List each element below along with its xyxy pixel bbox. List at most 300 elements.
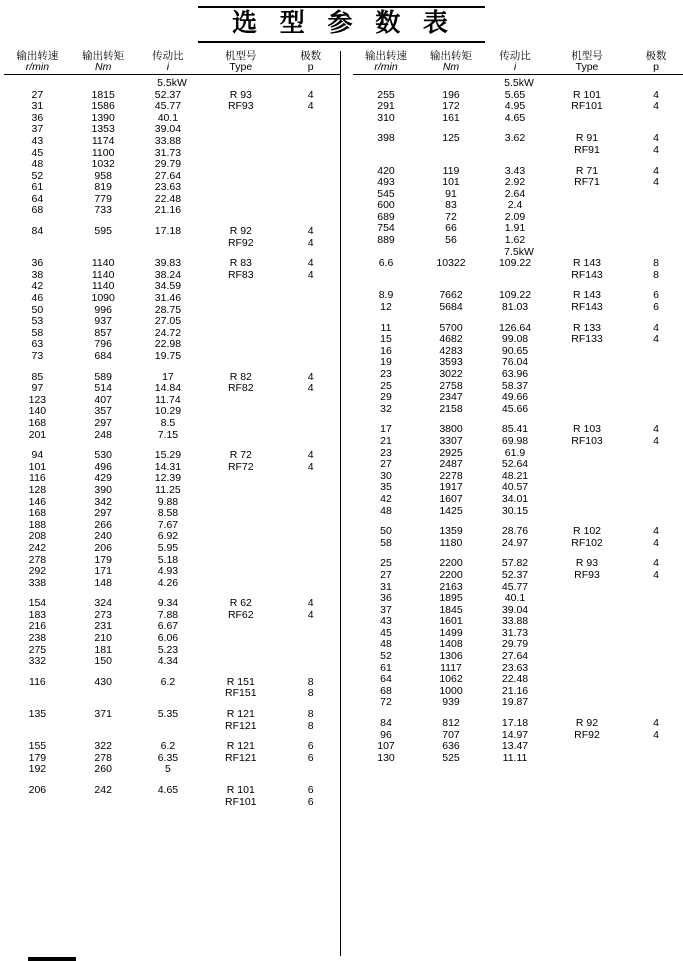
speed-cell: 19: [380, 356, 392, 369]
type-cell: [200, 473, 281, 485]
poles-cell: 8: [653, 257, 659, 270]
speed-cell: 292: [28, 565, 47, 578]
ratio-cell: 61.9: [504, 446, 526, 459]
torque-cell: 3307: [439, 434, 463, 447]
poles-cell: 4: [307, 225, 314, 238]
ratio-cell: 30.15: [501, 504, 529, 517]
poles-cell: [281, 316, 340, 328]
poles-cell: 6: [653, 289, 659, 302]
poles-cell: [281, 566, 340, 578]
torque-cell: [419, 270, 483, 282]
ratio-cell: [136, 238, 201, 250]
speed-cell: 17: [380, 423, 392, 436]
type-cell: RF92: [574, 728, 600, 741]
torque-cell: 595: [94, 225, 112, 238]
ratio-cell: [136, 688, 201, 700]
speed-cell: 545: [377, 187, 395, 200]
type-cell: [547, 448, 627, 460]
ratio-cell: 81.03: [501, 301, 529, 314]
torque-cell: 242: [94, 784, 112, 796]
poles-cell: 4: [307, 597, 314, 610]
ratio-cell: 7.67: [157, 518, 179, 531]
torque-cell: 2758: [439, 379, 463, 392]
table-row: [353, 404, 683, 416]
ratio-cell: 58.37: [501, 379, 529, 392]
torque-cell: 101: [442, 176, 460, 189]
torque-cell: 1601: [439, 615, 463, 628]
speed-cell: 216: [28, 620, 47, 633]
poles-cell: [281, 171, 340, 183]
speed-cell: 72: [380, 696, 392, 709]
ratio-cell: 31.46: [154, 292, 182, 305]
speed-cell: 43: [380, 615, 392, 628]
torque-cell: 5700: [439, 321, 463, 334]
speed-cell: 192: [28, 763, 47, 776]
poles-cell: [281, 351, 340, 363]
poles-cell: 4: [653, 321, 659, 334]
column-unit: i: [513, 61, 517, 74]
ratio-cell: 48.21: [501, 469, 529, 482]
poles-cell: 6: [653, 301, 659, 314]
type-cell: [200, 182, 281, 194]
type-cell: [200, 764, 281, 776]
torque-cell: 10322: [436, 257, 466, 270]
type-cell: [200, 485, 281, 497]
poles-cell: 8: [653, 268, 659, 281]
poles-cell: 4: [653, 143, 659, 156]
ratio-cell: 69.98: [501, 434, 529, 447]
type-cell: [200, 194, 281, 206]
torque-cell: [71, 721, 136, 733]
poles-cell: [627, 113, 683, 125]
poles-cell: [281, 485, 340, 497]
type-cell: RF143: [571, 301, 603, 314]
torque-cell: 7662: [439, 289, 463, 302]
speed-cell: 275: [28, 643, 47, 656]
speed-cell: 53: [31, 315, 44, 328]
table-row: [4, 633, 340, 645]
speed-cell: 11: [380, 321, 392, 334]
ratio-cell: 109.22: [498, 289, 532, 302]
table-row: [4, 508, 340, 520]
ratio-cell: 22.48: [154, 192, 182, 205]
table-row: [353, 258, 683, 270]
speed-cell: 25: [380, 379, 392, 392]
type-cell: [547, 459, 627, 471]
speed-cell: 64: [380, 673, 392, 686]
speed-cell: 48: [380, 504, 392, 517]
torque-cell: 1815: [91, 88, 115, 101]
torque-cell: 819: [94, 181, 112, 194]
torque-cell: 240: [94, 530, 112, 543]
torque-cell: 171: [94, 565, 112, 578]
ratio-cell: [136, 721, 201, 733]
torque-cell: 636: [442, 740, 460, 753]
table-row: [353, 570, 683, 582]
type-cell: RF62: [227, 608, 254, 621]
type-cell: R 143: [572, 289, 602, 302]
speed-cell: 23: [380, 368, 392, 380]
ratio-cell: 27.05: [154, 315, 182, 328]
speed-cell: 96: [380, 728, 392, 741]
type-cell: [547, 357, 627, 369]
ratio-cell: 5.65: [504, 88, 526, 101]
ratio-cell: 23.63: [501, 661, 529, 674]
speed-cell: 42: [31, 280, 44, 293]
poles-cell: 6: [307, 751, 314, 764]
ratio-cell: 14.97: [501, 728, 529, 741]
speed-cell: 42: [380, 492, 392, 505]
ratio-cell: 57.82: [501, 557, 529, 570]
torque-cell: 181: [94, 643, 112, 656]
poles-cell: [627, 628, 683, 640]
speed-cell: [4, 797, 71, 809]
columns-container: [0, 51, 683, 956]
type-cell: [200, 281, 281, 293]
poles-cell: [627, 651, 683, 663]
poles-cell: 4: [307, 382, 314, 395]
poles-cell: 4: [653, 423, 659, 436]
type-cell: [547, 674, 627, 686]
poles-cell: 4: [307, 100, 314, 113]
poles-cell: [627, 753, 683, 765]
poles-cell: [627, 616, 683, 628]
poles-cell: [627, 686, 683, 698]
poles-cell: 4: [307, 88, 314, 101]
speed-cell: 168: [28, 507, 47, 520]
type-cell: [200, 159, 281, 171]
table-row: [4, 485, 340, 497]
ratio-cell: 8.58: [157, 507, 179, 520]
poles-cell: 4: [307, 608, 314, 621]
type-cell: [547, 741, 627, 753]
poles-cell: [281, 305, 340, 317]
speed-cell: 6.6: [378, 257, 394, 270]
column-header: 输出转矩: [430, 49, 472, 62]
torque-cell: 266: [94, 518, 112, 531]
type-cell: [547, 605, 627, 617]
speed-cell: 25: [380, 557, 392, 570]
ratio-cell: 9.88: [157, 495, 179, 508]
speed-cell: 50: [31, 303, 44, 316]
speed-cell: 37: [380, 603, 392, 616]
ratio-cell: 17.18: [501, 717, 529, 730]
type-cell: [200, 339, 281, 351]
poles-cell: [281, 395, 340, 407]
torque-cell: 5684: [439, 301, 463, 314]
type-cell: RF93: [574, 568, 600, 581]
type-cell: [200, 621, 281, 633]
torque-cell: 1117: [440, 661, 462, 674]
type-cell: R 72: [229, 449, 252, 462]
table-row: [4, 226, 340, 238]
speed-cell: [353, 145, 419, 157]
speed-cell: 154: [28, 597, 47, 610]
table-header-row: [4, 51, 340, 63]
ratio-cell: 76.04: [501, 356, 529, 369]
torque-cell: 2925: [439, 446, 463, 459]
type-cell: R 101: [226, 784, 255, 796]
type-cell: [547, 506, 627, 518]
speed-cell: 107: [377, 740, 395, 753]
type-cell: [547, 189, 627, 201]
speed-cell: 43: [31, 134, 44, 147]
ratio-cell: 40.57: [501, 481, 529, 494]
type-cell: [547, 471, 627, 483]
ratio-cell: 4.95: [504, 100, 526, 113]
speed-cell: 97: [31, 382, 44, 395]
power-label: 7.5kW: [504, 245, 534, 258]
ratio-cell: 5.35: [157, 708, 179, 721]
ratio-cell: 34.01: [501, 492, 529, 505]
poles-cell: 4: [653, 176, 659, 189]
ratio-cell: 29.79: [501, 638, 529, 651]
table-row: [4, 450, 340, 462]
ratio-cell: 27.64: [154, 169, 182, 182]
type-cell: R 121: [226, 708, 255, 721]
left-table: [4, 51, 340, 808]
poles-cell: [627, 482, 683, 494]
torque-cell: 56: [445, 234, 457, 247]
type-cell: [200, 566, 281, 578]
bottom-mark: [28, 957, 76, 961]
speed-cell: 15: [380, 333, 392, 346]
ratio-cell: 24.97: [501, 536, 529, 549]
type-cell: R 121: [226, 740, 255, 753]
speed-cell: 208: [28, 530, 47, 543]
type-cell: [547, 686, 627, 698]
torque-cell: 83: [445, 199, 457, 212]
type-cell: [547, 369, 627, 381]
poles-cell: 4: [307, 257, 314, 270]
ratio-cell: 2.4: [507, 199, 523, 212]
ratio-cell: 39.83: [154, 257, 182, 270]
speed-cell: 64: [31, 192, 44, 205]
poles-cell: 8: [307, 719, 314, 732]
speed-cell: 140: [28, 405, 47, 418]
torque-cell: 297: [94, 507, 112, 520]
type-cell: R 102: [572, 525, 602, 538]
type-cell: R 103: [572, 423, 602, 436]
torque-cell: 260: [94, 763, 112, 776]
type-cell: [200, 633, 281, 645]
speed-cell: 50: [380, 525, 392, 538]
type-cell: [547, 616, 627, 628]
poles-cell: [627, 448, 683, 460]
table-row: [353, 113, 683, 125]
torque-cell: 119: [442, 164, 460, 177]
speed-cell: 58: [380, 536, 392, 549]
speed-cell: 61: [380, 661, 392, 674]
ratio-cell: 6.92: [157, 530, 179, 543]
type-cell: [547, 663, 627, 675]
ratio-cell: 39.04: [501, 603, 529, 616]
poles-cell: 8: [307, 675, 314, 688]
poles-cell: [281, 136, 340, 148]
poles-cell: 4: [653, 333, 659, 346]
torque-cell: 3022: [439, 368, 463, 380]
type-cell: [547, 582, 627, 594]
ratio-cell: 33.88: [154, 134, 182, 147]
torque-cell: 390: [94, 483, 112, 496]
speed-cell: 201: [28, 428, 47, 441]
ratio-cell: 49.66: [501, 391, 529, 404]
torque-cell: 4283: [439, 344, 463, 357]
ratio-cell: 13.47: [501, 740, 529, 753]
ratio-cell: 9.34: [157, 597, 179, 610]
type-cell: [200, 430, 281, 442]
torque-cell: 1359: [439, 525, 463, 538]
speed-cell: 84: [380, 717, 392, 730]
torque-cell: 939: [442, 696, 460, 709]
speed-cell: 45: [380, 626, 392, 639]
ratio-cell: 5.95: [157, 541, 179, 554]
speed-cell: 27: [380, 458, 392, 471]
speed-cell: 36: [31, 257, 44, 270]
poles-cell: [281, 339, 340, 351]
torque-cell: 958: [94, 169, 112, 182]
torque-cell: 1607: [439, 492, 463, 505]
type-cell: RF71: [574, 176, 600, 189]
ratio-cell: 2.09: [504, 210, 526, 223]
speed-cell: 32: [380, 402, 392, 415]
column-header: 输出转矩: [82, 49, 125, 62]
type-cell: [547, 651, 627, 663]
torque-cell: 2200: [439, 557, 463, 570]
speed-cell: 206: [28, 784, 47, 796]
type-cell: R 93: [575, 557, 599, 570]
torque-cell: 161: [442, 111, 460, 124]
torque-cell: 172: [442, 100, 460, 113]
ratio-cell: 52.64: [501, 458, 529, 471]
poles-cell: [281, 418, 340, 430]
torque-cell: 2163: [439, 580, 463, 593]
speed-cell: 73: [31, 350, 44, 362]
torque-cell: 589: [94, 370, 112, 383]
ratio-cell: 6.06: [157, 632, 179, 645]
type-cell: RF83: [227, 268, 254, 281]
column-unit: r/min: [374, 61, 398, 74]
type-cell: RF72: [227, 460, 254, 473]
torque-cell: 684: [94, 350, 112, 362]
ratio-cell: 17.18: [154, 225, 182, 238]
type-cell: RF91: [574, 143, 600, 156]
speed-cell: 52: [31, 169, 44, 182]
ratio-cell: 11.74: [155, 393, 181, 406]
torque-cell: 125: [442, 132, 460, 145]
torque-cell: 1180: [439, 536, 463, 549]
speed-cell: 689: [377, 210, 395, 223]
poles-cell: [627, 663, 683, 675]
speed-cell: 16: [380, 344, 392, 357]
speed-cell: [4, 688, 71, 700]
ratio-cell: 52.37: [154, 88, 182, 101]
type-cell: [200, 124, 281, 136]
type-cell: RF103: [571, 434, 603, 447]
table-row: [353, 494, 683, 506]
torque-cell: 324: [94, 597, 112, 610]
column-unit: Nm: [442, 61, 460, 74]
poles-cell: 4: [307, 449, 314, 462]
speed-cell: 48: [31, 158, 44, 171]
torque-cell: 210: [94, 632, 112, 645]
poles-cell: 4: [307, 370, 314, 383]
speed-cell: 68: [380, 684, 392, 697]
poles-cell: 4: [307, 236, 314, 249]
poles-cell: [627, 459, 683, 471]
speed-cell: 27: [380, 568, 392, 581]
type-cell: [200, 508, 281, 520]
page-title: 选 型 参 数 表: [198, 6, 485, 43]
table-row: [4, 136, 340, 148]
poles-cell: [627, 381, 683, 393]
type-cell: [200, 351, 281, 363]
ratio-cell: 21.16: [501, 684, 529, 697]
ratio-cell: 99.08: [501, 333, 529, 346]
ratio-cell: 6.2: [160, 675, 176, 688]
poles-cell: 4: [653, 525, 659, 538]
poles-cell: [281, 281, 340, 293]
type-cell: R 93: [229, 88, 252, 101]
torque-cell: [71, 688, 136, 700]
poles-cell: [281, 543, 340, 555]
type-cell: RF151: [225, 687, 257, 700]
torque-cell: 357: [94, 405, 112, 418]
column-unit: p: [653, 61, 659, 74]
table-row: [353, 145, 683, 157]
torque-cell: 91: [445, 187, 457, 200]
table-row: [353, 459, 683, 471]
speed-cell: 21: [380, 434, 392, 447]
table-row: [353, 593, 683, 605]
ratio-cell: 40.1: [504, 592, 526, 605]
type-cell: [200, 555, 281, 567]
speed-cell: 94: [31, 449, 44, 462]
speed-cell: 116: [29, 472, 46, 485]
left-table-body: [4, 51, 340, 808]
column-header: 机型号: [225, 49, 257, 62]
type-cell: [200, 136, 281, 148]
ratio-cell: 3.62: [504, 132, 526, 145]
speed-cell: 101: [28, 460, 47, 473]
poles-cell: [627, 200, 683, 212]
column-header: 机型号: [571, 49, 603, 62]
table-header-row: [353, 51, 683, 63]
table-row: [4, 709, 340, 721]
ratio-cell: 28.75: [154, 303, 182, 316]
ratio-cell: 6.67: [157, 620, 179, 633]
poles-cell: [627, 369, 683, 381]
torque-cell: 150: [94, 655, 112, 668]
torque-cell: 796: [94, 338, 112, 351]
ratio-cell: 19.75: [154, 350, 182, 362]
speed-cell: 310: [377, 111, 395, 124]
poles-cell: [281, 293, 340, 305]
speed-cell: 155: [28, 740, 47, 753]
poles-cell: 4: [653, 434, 659, 447]
power-label: 5.5kW: [157, 76, 187, 89]
type-cell: R 92: [575, 717, 599, 730]
torque-cell: 996: [94, 303, 112, 316]
poles-cell: [627, 189, 683, 201]
torque-cell: 530: [94, 449, 112, 462]
torque-cell: 322: [94, 740, 112, 753]
speed-cell: 52: [380, 650, 392, 663]
ratio-cell: 38.24: [154, 268, 182, 281]
poles-cell: [281, 656, 340, 668]
power-label: 5.5kW: [504, 76, 534, 89]
poles-cell: [281, 182, 340, 194]
